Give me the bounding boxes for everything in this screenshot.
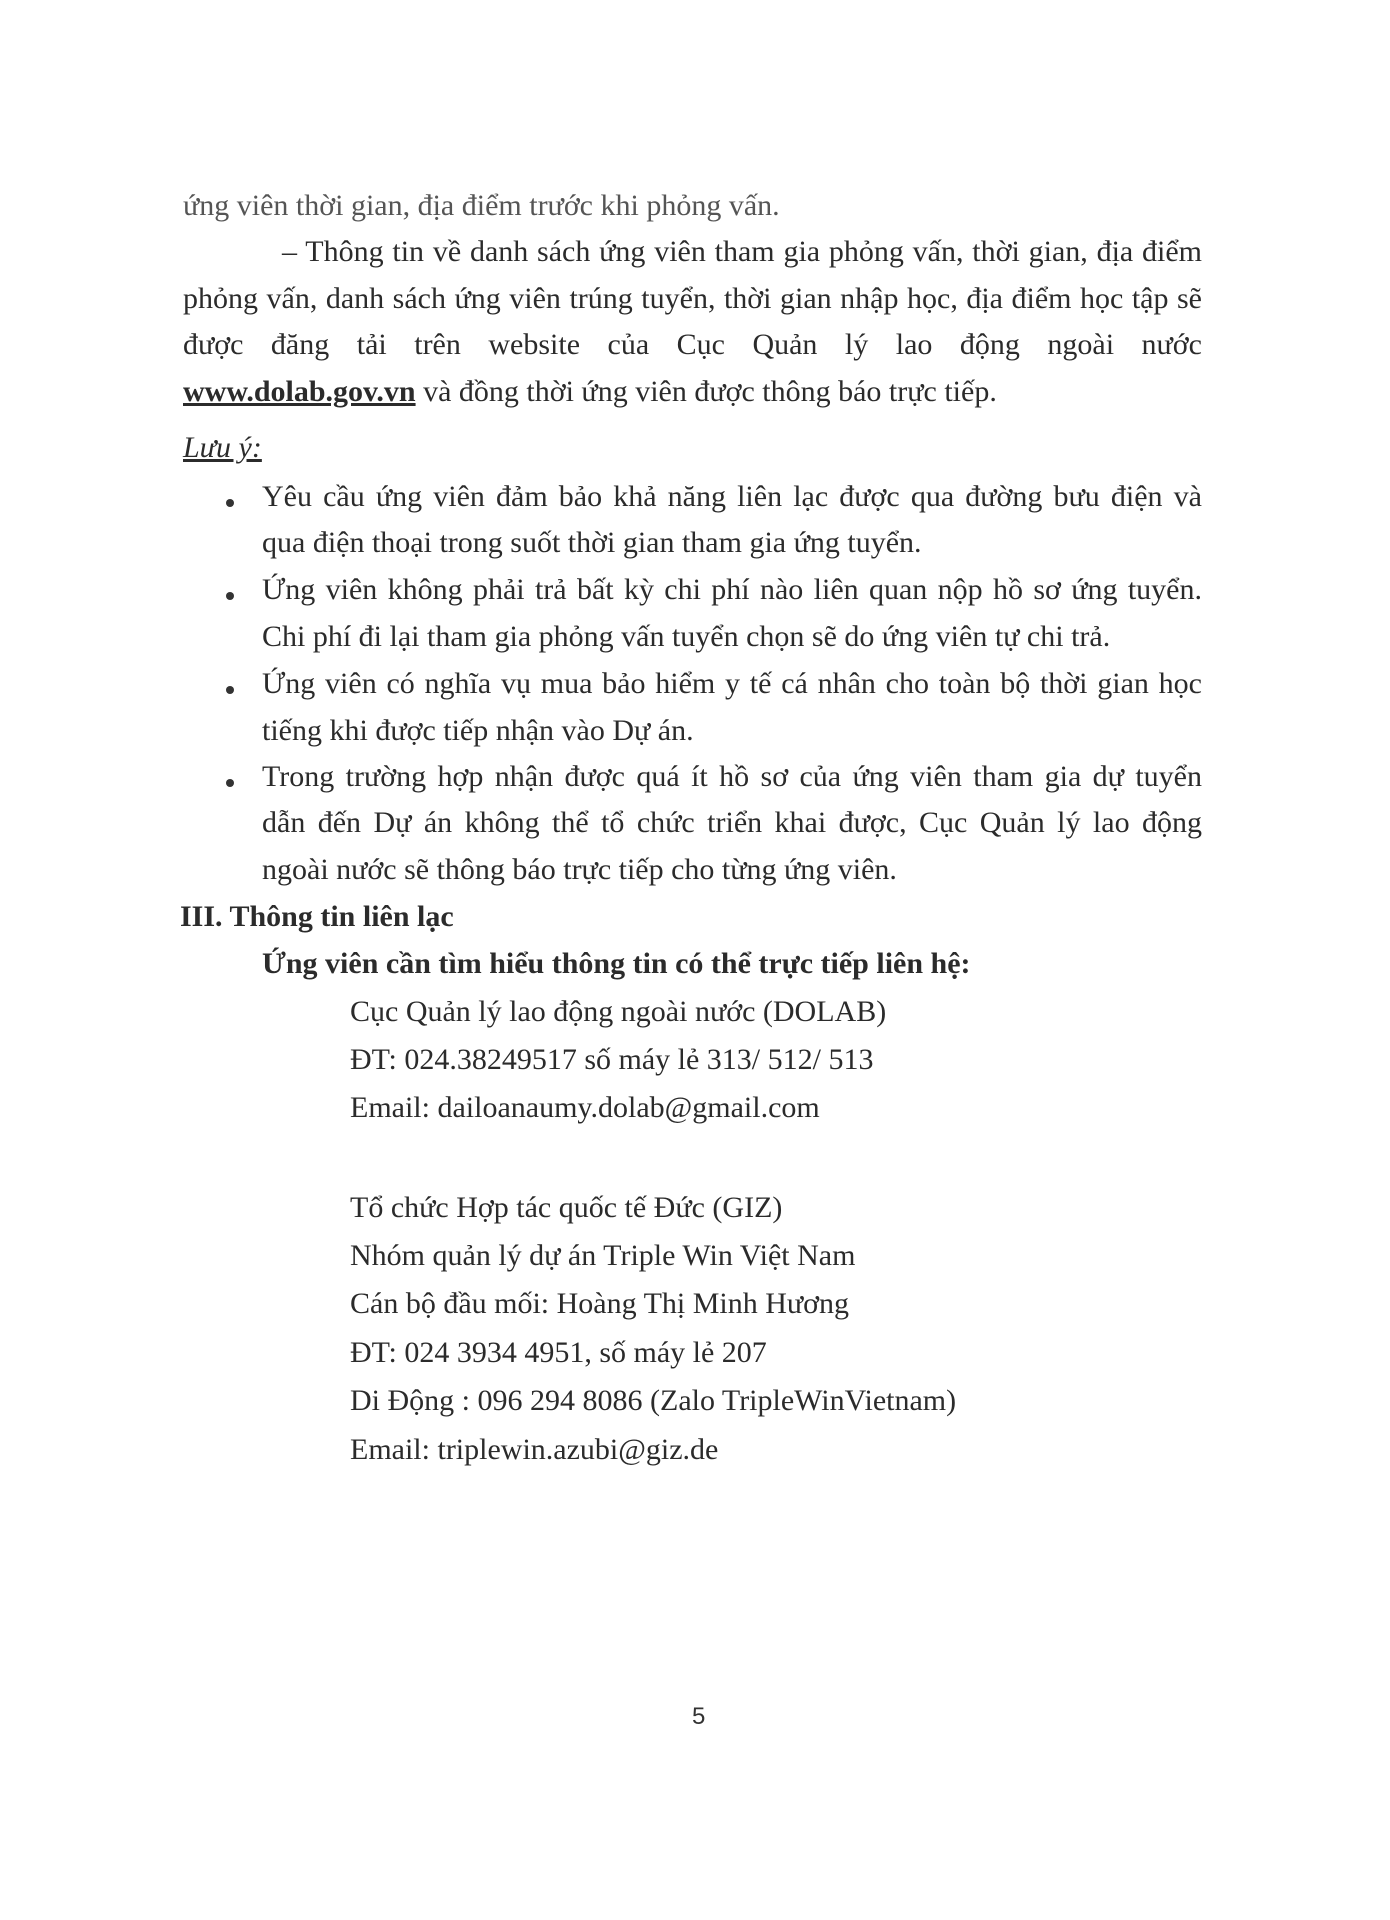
continued-line: ứng viên thời gian, địa điểm trước khi phỏng vấn. [183,189,780,222]
note-heading: Lưu ý: [183,431,262,464]
contact-org: Tổ chức Hợp tác quốc tế Đức (GIZ) [350,1191,783,1224]
bullet-icon [226,779,234,787]
dolab-website-link[interactable]: www.dolab.gov.vn [183,375,416,408]
note-item-line: Ứng viên không phải trả bất kỳ chi phí nào liên quan nộp hồ sơ ứng tuyển. [262,573,1202,606]
contact-team: Nhóm quản lý dự án Triple Win Việt Nam [350,1239,856,1272]
section-heading: III. Thông tin liên lạc [180,900,454,933]
page-number: 5 [692,1703,706,1730]
contact-phone: ĐT: 024.38249517 số máy lẻ 313/ 512/ 513 [350,1043,874,1076]
contact-email[interactable]: Email: dailoanaumy.dolab@gmail.com [350,1091,820,1124]
note-item-line: tiếng khi được tiếp nhận vào Dự án. [262,714,694,747]
info-paragraph-line: phỏng vấn, danh sách ứng viên trúng tuyển, thời gian nhập học, địa điểm học tập sẽ [183,282,1202,315]
info-paragraph-line: – Thông tin về danh sách ứng viên tham gia phỏng vấn, thời gian, địa điểm [282,235,1202,268]
bullet-icon [226,592,234,600]
note-item-line: ngoài nước sẽ thông báo trực tiếp cho từng ứng viên. [262,853,897,886]
contact-email[interactable]: Email: triplewin.azubi@giz.de [350,1433,719,1466]
note-item-line: qua điện thoại trong suốt thời gian tham gia ứng tuyển. [262,526,922,559]
contact-org: Cục Quản lý lao động ngoài nước (DOLAB) [350,995,887,1028]
contact-person: Cán bộ đầu mối: Hoàng Thị Minh Hương [350,1287,850,1320]
note-item-line: Trong trường hợp nhận được quá ít hồ sơ của ứng viên tham gia dự tuyển [262,760,1202,793]
note-item-line: Chi phí đi lại tham gia phỏng vấn tuyển chọn sẽ do ứng viên tự chi trả. [262,620,1111,653]
info-paragraph-line: được đăng tải trên website của Cục Quản lý lao động ngoài nước [183,328,1202,361]
note-item-line: Yêu cầu ứng viên đảm bảo khả năng liên lạc được qua đường bưu điện và [262,480,1202,513]
bullet-icon [226,686,234,694]
info-paragraph-text: và đồng thời ứng viên được thông báo trực tiếp. [415,375,997,408]
bullet-icon [226,499,234,507]
note-item-line: dẫn đến Dự án không thể tổ chức triển khai được, Cục Quản lý lao động [262,806,1202,839]
contact-mobile: Di Động : 096 294 8086 (Zalo TripleWinVietnam) [350,1384,957,1417]
section-subheading: Ứng viên cần tìm hiểu thông tin có thể trực tiếp liên hệ: [262,947,971,980]
note-item-line: Ứng viên có nghĩa vụ mua bảo hiểm y tế cá nhân cho toàn bộ thời gian học [262,667,1202,700]
info-paragraph-line [183,372,997,412]
contact-phone: ĐT: 024 3934 4951, số máy lẻ 207 [350,1336,767,1369]
